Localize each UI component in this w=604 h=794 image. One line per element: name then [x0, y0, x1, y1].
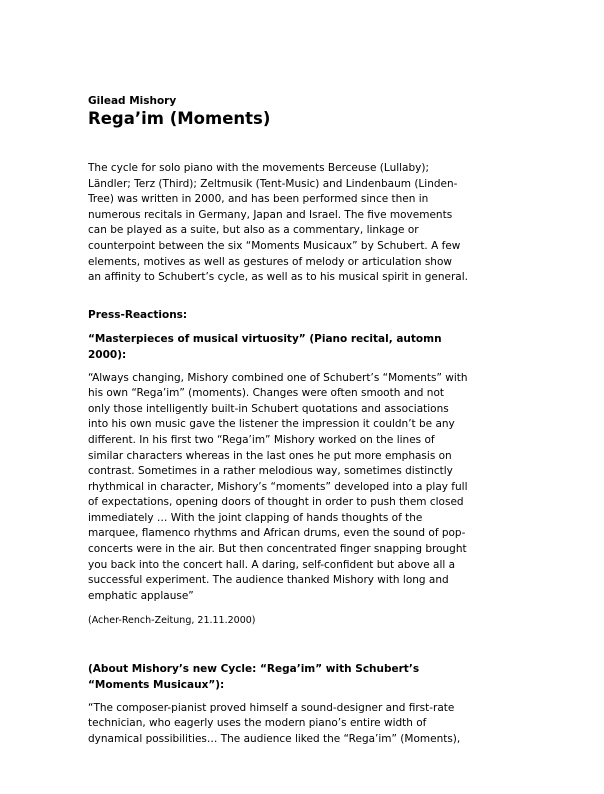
intro-paragraph: The cycle for solo piano with the movements Berceuse (Lullaby); Ländler; Terz (Third); Zeltmusik (Tent-Music) and Lindenbaum (Linden-Tree) was written in 2000, and has been performed since then in numerous recitals in Germany, Japan and Israel. The five movements can be played as a suite, but also as a commentary, linkage or counterpoint between the six “Moments Musicaux” by Schubert. A few elements, motives as well as gestures of melody or articulation show an affinity to Schubert’s cycle, as well as to his musical spirit in general. — [88, 162, 468, 284]
press-heading: Press-Reactions: — [88, 308, 188, 321]
page-title: Rega’im (Moments) — [88, 109, 271, 128]
review-source: (Acher-Rench-Zeitung, 21.11.2000) — [88, 615, 256, 627]
review-heading: “Masterpieces of musical virtuosity” (Piano recital, automn 2000): — [88, 333, 442, 361]
author-name: Gilead Mishory — [88, 95, 177, 107]
review-quote: “The composer-pianist proved himself a sound-designer and first-rate technician, who eagerly uses the modern piano’s entire width of dynamical possibilities… The audience liked the “Rega’im” (Moments), — [88, 701, 461, 745]
document-page — [88, 95, 468, 747]
review-quote: “Always changing, Mishory combined one of Schubert’s “Moments” with his own “Rega’im” (moments). Changes were often smooth and not only those intelligently built-in Schubert quotations and associations into his own music gave the listener the impression it couldn’t be any different. In his first two “Rega’im” Mishory worked on the lines of similar characters whereas in the last ones he put more emphasis on contrast. Sometimes in a rather melodious way, sometimes distinctly rhythmical in character, Mishory’s “moments” developed into a play full of expectations, opening doors of thought in order to push them closed immediately … With the joint clapping of hands thoughts of the marquee, flamenco rhythms and African drums, even the sound of pop-concerts were in the air. But then concentrated finger snapping brought you back into the concert hall. A daring, self-confident but above all a successful experiment. The audience thanked Mishory with long and emphatic applause” — [88, 371, 468, 602]
review-heading: (About Mishory’s new Cycle: “Rega’im” with Schubert’s “Moments Musicaux”): — [88, 663, 420, 692]
